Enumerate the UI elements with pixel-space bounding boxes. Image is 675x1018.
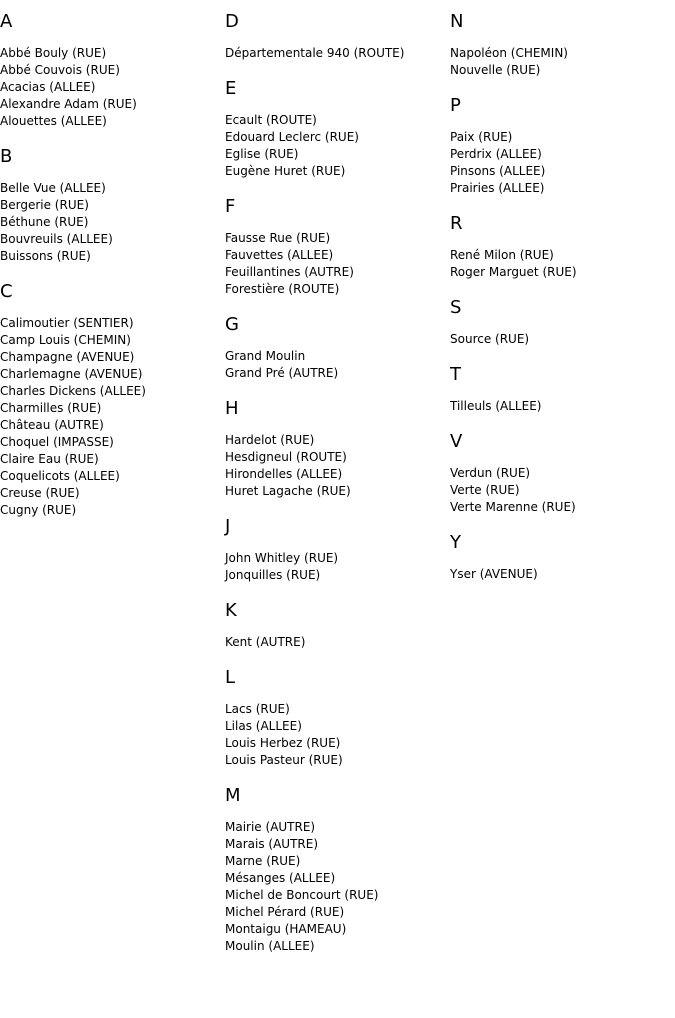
street-list: [225, 45, 450, 62]
street-list: [450, 465, 675, 516]
street-list: [225, 701, 450, 769]
street-list-item: Mairie (AUTRE): [225, 820, 316, 834]
street-list-item: Charlemagne (AVENUE): [0, 367, 143, 381]
street-list: [225, 634, 450, 651]
street-list-item: Paix (RUE): [450, 130, 513, 144]
street-list-item: Michel de Boncourt (RUE): [225, 888, 379, 902]
section-letter-heading: G: [225, 314, 239, 335]
street-list-item: Eugène Huret (RUE): [225, 164, 346, 178]
street-list-item: John Whitley (RUE): [225, 551, 339, 565]
street-list-item: Bouvreuils (ALLEE): [0, 232, 113, 246]
street-list-item: Edouard Leclerc (RUE): [225, 130, 359, 144]
street-list-item: Béthune (RUE): [0, 215, 89, 229]
street-list-item: Louis Herbez (RUE): [225, 736, 341, 750]
street-list: [225, 550, 450, 584]
letter-section-y: [450, 530, 675, 583]
section-letter-heading: L: [225, 667, 236, 688]
street-list-item: Fausse Rue (RUE): [225, 231, 331, 245]
street-list: [0, 315, 225, 519]
section-letter-heading: K: [225, 600, 237, 621]
street-list: [450, 247, 675, 281]
section-letter-heading: H: [225, 398, 239, 419]
street-list-item: Fauvettes (ALLEE): [225, 248, 334, 262]
street-list-item: Abbé Bouly (RUE): [0, 46, 107, 60]
street-list-item: Perdrix (ALLEE): [450, 147, 542, 161]
street-list-item: Kent (AUTRE): [225, 635, 306, 649]
street-list-item: Jonquilles (RUE): [225, 568, 321, 582]
street-list-item: Alouettes (ALLEE): [0, 114, 107, 128]
street-list-item: Michel Pérard (RUE): [225, 905, 345, 919]
letter-section-m: [225, 783, 450, 955]
street-list-item: Roger Marguet (RUE): [450, 265, 577, 279]
letter-section-r: [450, 211, 675, 281]
street-list-item: Forestière (ROUTE): [225, 282, 340, 296]
street-list-item: Eglise (RUE): [225, 147, 299, 161]
section-letter-heading: Y: [450, 532, 461, 553]
street-list-item: Belle Vue (ALLEE): [0, 181, 106, 195]
street-list: [225, 819, 450, 955]
letter-section-e: [225, 76, 450, 180]
street-list: [225, 432, 450, 500]
street-list-item: Tilleuls (ALLEE): [450, 399, 542, 413]
street-list-item: Nouvelle (RUE): [450, 63, 541, 77]
street-list-item: Calimoutier (SENTIER): [0, 316, 134, 330]
street-list-item: Choquel (IMPASSE): [0, 435, 114, 449]
section-letter-heading: J: [225, 516, 231, 537]
letter-section-f: [225, 194, 450, 298]
street-list-item: Montaigu (HAMEAU): [225, 922, 347, 936]
letter-section-k: [225, 598, 450, 651]
letter-section-v: [450, 429, 675, 516]
street-list: [225, 230, 450, 298]
street-list-item: Grand Pré (AUTRE): [225, 366, 339, 380]
street-list-item: Coquelicots (ALLEE): [0, 469, 120, 483]
street-list: [225, 348, 450, 382]
section-letter-heading: V: [450, 431, 463, 452]
letter-section-c: [0, 279, 225, 519]
street-list-item: Ecault (ROUTE): [225, 113, 317, 127]
street-list-item: Marne (RUE): [225, 854, 301, 868]
letter-section-s: [450, 295, 675, 348]
street-list-item: Verdun (RUE): [450, 466, 531, 480]
street-list-item: Claire Eau (RUE): [0, 452, 99, 466]
letter-section-b: [0, 144, 225, 265]
letter-section-p: [450, 93, 675, 197]
street-list-item: Source (RUE): [450, 332, 530, 346]
section-letter-heading: P: [450, 95, 461, 116]
street-list-item: Camp Louis (CHEMIN): [0, 333, 131, 347]
street-list-item: Bergerie (RUE): [0, 198, 89, 212]
street-list: [450, 398, 675, 415]
street-list: [450, 45, 675, 79]
section-letter-heading: F: [225, 196, 236, 217]
street-list-item: Verte (RUE): [450, 483, 520, 497]
street-list-item: Pinsons (ALLEE): [450, 164, 546, 178]
street-index-column-1: [0, 9, 225, 519]
street-list-item: Abbé Couvois (RUE): [0, 63, 120, 77]
street-list-item: Acacias (ALLEE): [0, 80, 96, 94]
street-list-item: Hardelot (RUE): [225, 433, 315, 447]
street-list-item: Lacs (RUE): [225, 702, 290, 716]
letter-section-t: [450, 362, 675, 415]
street-list: [450, 129, 675, 197]
street-list-item: Alexandre Adam (RUE): [0, 97, 137, 111]
section-letter-heading: A: [0, 11, 13, 32]
street-list-item: Huret Lagache (RUE): [225, 484, 351, 498]
street-list: [0, 45, 225, 130]
section-letter-heading: S: [450, 297, 462, 318]
letter-section-g: [225, 312, 450, 382]
street-list: [0, 180, 225, 265]
letter-section-n: [450, 9, 675, 79]
street-list: [225, 112, 450, 180]
street-list-item: Yser (AVENUE): [450, 567, 538, 581]
street-list-item: Moulin (ALLEE): [225, 939, 315, 953]
section-letter-heading: E: [225, 78, 237, 99]
street-index-column-2: [225, 9, 450, 955]
street-list-item: Prairies (ALLEE): [450, 181, 545, 195]
section-letter-heading: N: [450, 11, 464, 32]
section-letter-heading: M: [225, 785, 241, 806]
street-list-item: Creuse (RUE): [0, 486, 80, 500]
section-letter-heading: C: [0, 281, 13, 302]
street-list-item: Grand Moulin: [225, 349, 306, 363]
section-letter-heading: B: [0, 146, 13, 167]
section-letter-heading: R: [450, 213, 463, 234]
street-list-item: René Milon (RUE): [450, 248, 554, 262]
street-list-item: Marais (AUTRE): [225, 837, 318, 851]
street-list: [450, 331, 675, 348]
section-letter-heading: D: [225, 11, 239, 32]
letter-section-h: [225, 396, 450, 500]
street-list-item: Champagne (AVENUE): [0, 350, 135, 364]
street-list: [450, 566, 675, 583]
letter-section-a: [0, 9, 225, 130]
letter-section-d: [225, 9, 450, 62]
street-list-item: Buissons (RUE): [0, 249, 91, 263]
street-list-item: Verte Marenne (RUE): [450, 500, 576, 514]
street-index-column-3: [450, 9, 675, 583]
street-list-item: Lilas (ALLEE): [225, 719, 302, 733]
street-list-item: Château (AUTRE): [0, 418, 104, 432]
letter-section-l: [225, 665, 450, 769]
street-list-item: Charmilles (RUE): [0, 401, 102, 415]
letter-section-j: [225, 514, 450, 584]
street-list-item: Cugny (RUE): [0, 503, 77, 517]
street-list-item: Mésanges (ALLEE): [225, 871, 336, 885]
street-list-item: Hesdigneul (ROUTE): [225, 450, 347, 464]
section-letter-heading: T: [450, 364, 461, 385]
street-list-item: Charles Dickens (ALLEE): [0, 384, 146, 398]
street-list-item: Départementale 940 (ROUTE): [225, 46, 405, 60]
street-list-item: Hirondelles (ALLEE): [225, 467, 343, 481]
street-list-item: Napoléon (CHEMIN): [450, 46, 568, 60]
street-list-item: Feuillantines (AUTRE): [225, 265, 354, 279]
street-list-item: Louis Pasteur (RUE): [225, 753, 343, 767]
